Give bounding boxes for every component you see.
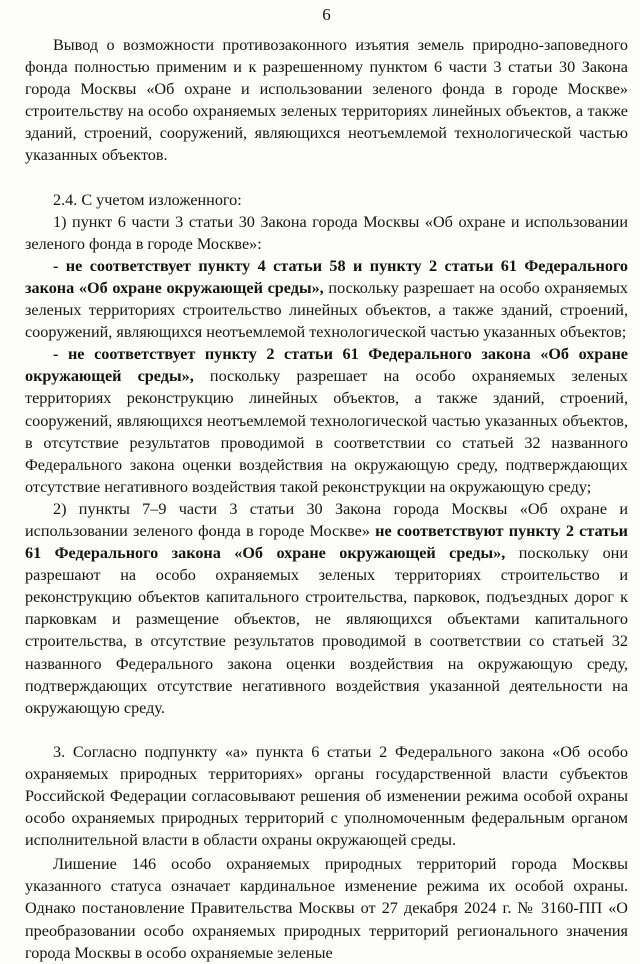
clause-a-text: поскольку разрешает на особо охраняемых зеленых территориях строительство линейных объектов, а также зданий, строений, сооружений, являющихся неотъемлемой технологической частью указанных объектов; bbox=[25, 278, 628, 342]
paragraph-section-2-4: 2.4. С учетом изложенного: bbox=[53, 190, 242, 209]
item-2-intro: 2) пункты 7–9 части 3 статьи 30 Закона города Москвы «Об охране и использовании зеленого фонда в городе Москве» bbox=[25, 499, 628, 540]
bold-finding-a: - не соответствует пункту 4 статьи 58 и пункту 2 статьи 61 Федерального закона «Об охране окружающей среды», bbox=[25, 256, 628, 297]
paragraph-item-1-clause-a bbox=[25, 255, 628, 343]
clause-b-text: поскольку разрешает на особо охраняемых зеленых территориях реконструкцию линейных объектов, а также зданий, строений, сооружений, являющихся неотъемлемой технологической частью указанных объектов, в отсутствие результатов проводимой в соответствии со статьей 32 названного Федерального закона оценки воздействия на окружающую среду, подтверждающих отсутствие негативного воздействия такой реконструкции на окружающую среду; bbox=[25, 367, 628, 496]
page-number: 6 bbox=[322, 5, 331, 24]
paragraph-conclusion: Вывод о возможности противозаконного изъятия земель природно-заповедного фонда полностью применим и к разрешенному пунктом 6 части 3 статьи 30 Закона города Москвы «Об охране и использовании зеленого фонда в городе Москве» строительству на особо охраняемых зеленых территориях линейных объектов, а также зданий, строений, сооружений, являющихся неотъемлемой технологической частью указанных объектов. bbox=[25, 36, 628, 165]
item-2-text: поскольку они разрешают на особо охраняемых зеленых территориях строительство и реконструкцию объектов капитального строительства, парковок, подъездных дорог к парковкам и размещение объектов, не являющихся объектами капитального строительства, в отсутствие результатов проводимой в соответствии со статьей 32 названного Федерального закона оценки воздействия на окружающую среду, подтверждающих отсутствие негативного воздействия указанной деятельности на окружающую среду. bbox=[25, 544, 628, 717]
bold-finding-c: не соответствуют пункту 2 статьи 61 Федерального закона «Об охране окружающей среды», bbox=[25, 521, 628, 563]
bold-finding-b: - не соответствует пункту 2 статьи 61 Федерального закона «Об охране окружающей среды», bbox=[25, 345, 628, 386]
paragraph-deprivation: Лишение 146 особо охраняемых природных территорий города Москвы указанного статуса означает кардинальное изменение режима их особой охраны. Однако постановление Правительства Москвы от 27 декабря 2024 г. № 3160-ПП «О преобразовании особо охраняемых природных территорий регионального значения города Москвы в особо охраняемые зеленые bbox=[25, 855, 628, 962]
paragraph-item-1: 1) пункт 6 части 3 статьи 30 Закона города Москвы «Об охране и использовании зеленого фонда в городе Москве»: bbox=[25, 212, 628, 253]
paragraph-section-3: 3. Согласно подпункту «а» пункта 6 статьи 2 Федерального закона «Об особо охраняемых природных территориях» органы государственной власти субъектов Российской Федерации согласовывают решения об изменении режима особой охраны особо охраняемых природных территорий с уполномоченным федеральным органом исполнительной власти в области охраны окружающей среды. bbox=[25, 742, 628, 850]
paragraph-item-2 bbox=[25, 498, 628, 719]
paragraph-item-1-clause-b bbox=[25, 343, 628, 498]
